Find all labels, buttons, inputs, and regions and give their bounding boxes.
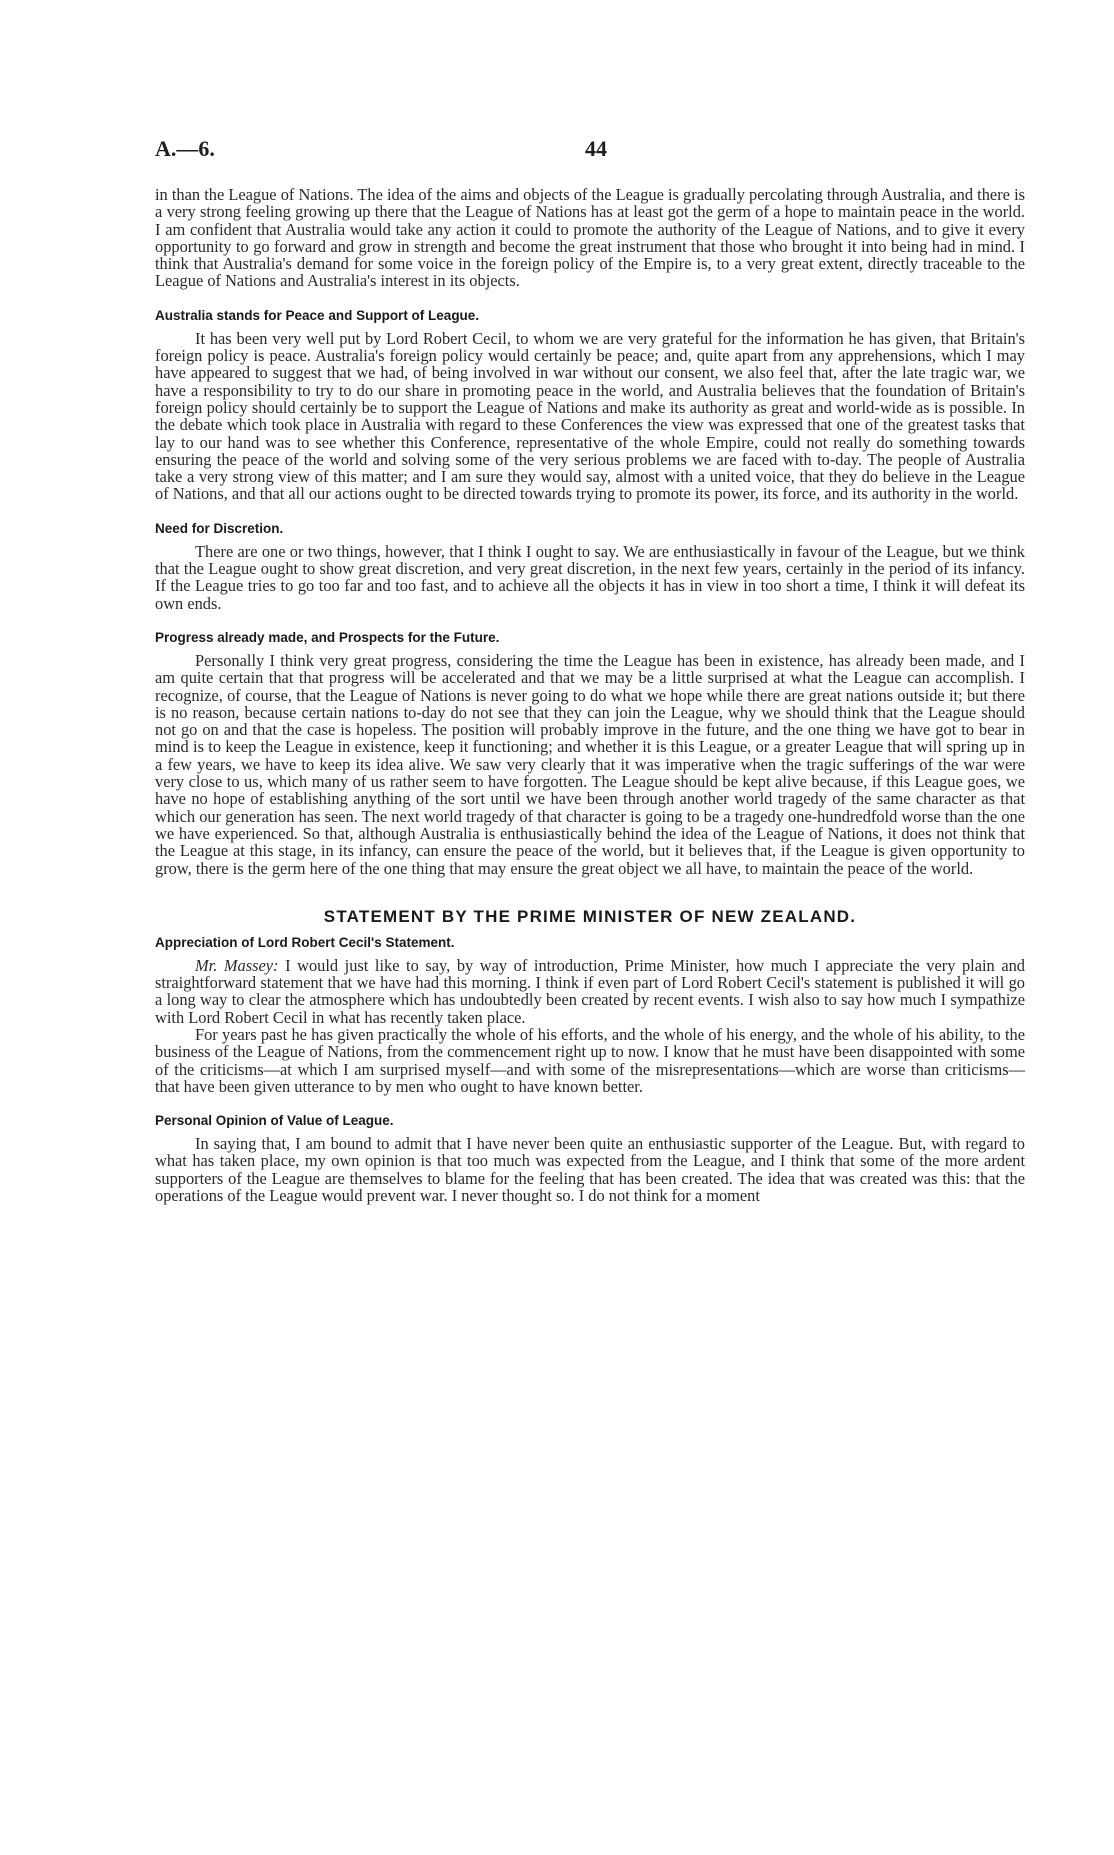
paragraph-progress: Personally I think very great progress, considering the time the League has been in existence, has already been made, and I am quite certain that that progress will be accelerated and that we may be a little surprised at what the League can accomplish. I recognize, of course, that the League of Nations is never going to do what we hope while there are great nations outside it; but there is no reason, because certain nations to-day do not see that they can join the League, why we should think that the League should not go on and that the case is hopeless. The position will probably improve in the future, and the one thing we have got to bear in mind is to keep the League in existence, keep it functioning; and whether it is this League, or a greater League that will spring up in a few years, we have to keep its idea alive. We saw very clearly that it was imperative when the tragic sufferings of the war were very close to us, which many of us rather seem to have forgotten. The League should be kept alive because, if this League goes, we have no hope of establishing anything of the sort until we have been through another world tragedy of the same character as that which our generation has seen. The next world tragedy of that character is going to be a tragedy one-hundredfold worse than the one we have experienced. So that, although Australia is enthusiastically behind the idea of the League of Nations, it does not think that the League at this stage, in its infancy, can ensure the peace of the world, but it believes that, if the League is given opportunity to grow, there is the germ here of the one thing that may ensure the great object we all have, to maintain the peace of the world. xyxy=(155,650,1025,878)
paragraph-efforts: For years past he has given practically the whole of his efforts, and the whole of his energy, and the whole of his ability, to the business of the League of Nations, from the commencement right up to now. I know that he must have been disappointed with some of the criticisms—at which I am surprised myself—and with some of the misrepresentations—which are worse than criticisms—that have been given utterance to by men who ought to have known better. xyxy=(155,1024,1025,1096)
paragraph-discretion: There are one or two things, however, that I think I ought to say. We are enthusiastically in favour of the League, but we think that the League ought to show great discretion, and very great discretion, in the next few years, certainly in the period of its infancy. If the League tries to go too far and too fast, and to achieve all the objects it has in view in too short a time, I think it will defeat its own ends. xyxy=(155,541,1025,613)
page-body xyxy=(155,186,1025,1204)
section-heading-progress: Progress already made, and Prospects for the Future. xyxy=(155,629,500,645)
section-heading-discretion: Need for Discretion. xyxy=(155,520,284,536)
page-number: 44 xyxy=(585,136,607,161)
document-reference: A.—6. xyxy=(155,136,215,161)
paragraph-continuation: in than the League of Nations. The idea of the aims and objects of the League is gradually percolating through Australia, and there is a very strong feeling growing up there that the League of Nations has at least got the germ of a hope to maintain peace in the world. I am confident that Australia would take any action it could to promote the authority of the League of Nations, and to give it every opportunity to go forward and grow in strength and become the great instrument that those who brought it into being had in mind. I think that Australia's demand for some voice in the foreign policy of the Empire is, to a very great extent, directly traceable to the League of Nations and Australia's interest in its objects. xyxy=(155,185,1025,291)
section-heading-personal-opinion: Personal Opinion of Value of League. xyxy=(155,1113,394,1129)
page-header xyxy=(155,136,1025,166)
statement-title: STATEMENT BY THE PRIME MINISTER OF NEW ZEALAND. xyxy=(323,906,857,926)
paragraph-appreciation-text: I would just like to say, by way of introduction, Prime Minister, how much I appreciate the very plain and straightforward statement that we have had this morning. I think if even part of Lord Robert Cecil's statement is published it will go a long way to clear the atmosphere which has undoubtedly been created by recent events. I wish also to say how much I sympathize with Lord Robert Cecil in what has recently taken place. xyxy=(155,955,1025,1027)
section-heading-peace-support: Australia stands for Peace and Support of League. xyxy=(155,307,480,323)
paragraph-appreciation xyxy=(155,957,1025,1026)
paragraph-peace-support: It has been very well put by Lord Robert Cecil, to whom we are very grateful for the information he has given, that Britain's foreign policy is peace. Australia's foreign policy would certainly be peace; and, quite apart from any apprehensions, which I may have appeared to suggest that we had, of being involved in war without our consent, we also feel that, after the late tragic war, we have a responsibility to try to do our share in promoting peace in the world, and Australia believes that the foundation of Britain's foreign policy should certainly be to support the League of Nations and make its authority as great and world-wide as is possible. In the debate which took place in Australia with regard to these Conferences the view was expressed that one of the greatest tasks that lay to our hand was to see whether this Conference, representative of the whole Empire, could not really do something towards ensuring the peace of the world and solving some of the very serious problems we are faced with to-day. The people of Australia take a very strong view of this matter; and I am sure they would say, almost with a united voice, that they do believe in the League of Nations, and that all our actions ought to be directed towards trying to promote its power, its force, and its authority in the world. xyxy=(155,328,1025,504)
paragraph-personal-opinion: In saying that, I am bound to admit that I have never been quite an enthusiastic supporter of the League. But, with regard to what has taken place, my own opinion is that too much was expected from the League, and I think that some of the more ardent supporters of the League are themselves to blame for the feeling that has been created. The idea that was created was this: that the operations of the League would prevent war. I never thought so. I do not think for a moment xyxy=(155,1134,1025,1206)
section-heading-appreciation: Appreciation of Lord Robert Cecil's Statement. xyxy=(155,934,455,950)
speaker-name: Mr. Massey: xyxy=(195,955,279,975)
